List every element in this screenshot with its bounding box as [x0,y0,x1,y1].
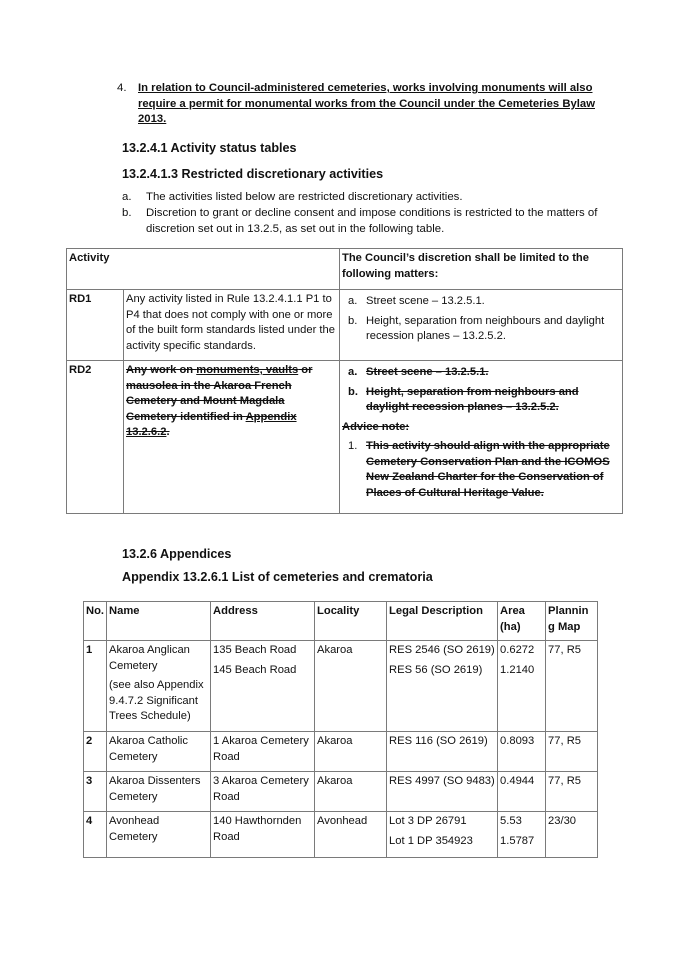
heading-restricted-discretionary: 13.2.4.1.3 Restricted discretionary activities [122,167,384,181]
matter-item [348,314,620,345]
intro-list-item-a [122,190,612,206]
table-row [84,772,598,812]
header-discretion: The Council’s discretion shall be limited to the following matters: [340,249,623,290]
cell-name [107,641,211,732]
activity-description-deleted [124,361,340,514]
restricted-discretionary-table [66,248,623,514]
cell-address: 140 Hawthornden Road [211,812,315,858]
rule-code: RD1 [67,290,124,361]
discretion-matters [340,290,623,361]
table-row [84,641,598,732]
header-locality: Locality [315,602,387,641]
list-marker: a. [122,191,132,203]
cell-map: 77, R5 [546,641,598,732]
table-row [84,812,598,858]
address-line: 145 Beach Road [213,663,297,676]
cell-no: 2 [84,732,107,772]
cell-locality: Akaroa [315,772,387,812]
cell-no: 3 [84,772,107,812]
matter-item [348,385,620,416]
advice-item [348,439,620,501]
header-activity: Activity [67,249,340,290]
deleted-text: Any work on [126,364,197,376]
cell-no: 4 [84,812,107,858]
activity-description: Any activity listed in Rule 13.2.4.1.1 P1 to P4 that does not comply with one or more of the built form standards listed under the activity specific standards. [124,290,340,361]
advice-text: This activity should align with the appropriate Cemetery Conservation Plan and the ICOMOS New Zealand Charter for the Conservation of Places of Cultural Heritage Value. [366,440,610,499]
header-address: Address [211,602,315,641]
advice-note-label: Advice note: [342,420,410,433]
cemetery-name-note: (see also Appendix 9.4.7.2 Significant Trees Schedule) [109,679,204,722]
cell-area: 0.4944 [498,772,546,812]
list-marker: a. [348,295,358,307]
discretion-matters-deleted [340,361,623,514]
matter-text: Height, separation from neighbours and daylight recession planes – 13.2.5.2. [366,385,579,413]
cell-address [211,641,315,732]
cell-legal: RES 116 (SO 2619) [387,732,498,772]
matter-text: Street scene – 13.2.5.1. [366,366,489,378]
legal-line: Lot 1 DP 354923 [389,834,473,847]
list-marker: b. [348,314,358,327]
cell-area: 0.8093 [498,732,546,772]
list-marker: 1. [348,440,358,452]
deleted-text: or mausolea in the Akaroa French Cemetery and Mount Magdala Cemetery identified in [126,364,313,423]
heading-activity-status: 13.2.4.1 Activity status tables [122,141,297,155]
cell-address: 1 Akaroa Cemetery Road [211,732,315,772]
header-legal-description: Legal Description [387,602,498,641]
cell-legal [387,641,498,732]
cemetery-name: Akaroa Anglican Cemetery [109,644,190,672]
deleted-underlined-text: Appendix 13.2.6.2 [126,410,297,438]
header-area: Area (ha) [498,602,546,641]
intro-list-item-b [122,206,612,237]
list-text: Discretion to grant or decline consent and impose conditions is restricted to the matters of discretion set out in 13.2.5, as set out in the following table. [146,207,598,235]
cell-locality: Avonhead [315,812,387,858]
legal-line: RES 56 (SO 2619) [389,663,483,676]
heading-appendix-13-2-6-1: Appendix 13.2.6.1 List of cemeteries and crematoria [122,570,433,584]
table-header-row [84,602,598,641]
list-text: The activities listed below are restricted discretionary activities. [146,191,463,203]
cell-map: 23/30 [546,812,598,858]
cell-map: 77, R5 [546,732,598,772]
list-marker: a. [348,366,358,378]
cemeteries-table [83,601,598,858]
deleted-underlined-text: monuments, vaults [196,364,299,376]
area-value: 1.2140 [500,663,535,676]
cell-legal [387,812,498,858]
table-row [84,732,598,772]
rule-code: RD2 [67,361,124,514]
rule-note-text: In relation to Council-administered cemeteries, works involving monuments will also require a permit for monumental works from the Council under the Cemeteries Bylaw 2013. [138,82,595,126]
list-marker: 4. [117,82,127,94]
area-value: 1.5787 [500,834,535,847]
address-line: 135 Beach Road [213,644,297,656]
table-row [67,290,623,361]
cell-name: Avonhead Cemetery [107,812,211,858]
matter-text: Height, separation from neighbours and daylight recession planes – 13.2.5.2. [366,314,605,342]
cell-name: Akaroa Catholic Cemetery [107,732,211,772]
table-row-deleted [67,361,623,514]
list-marker: b. [348,385,358,398]
header-name: Name [107,602,211,641]
cell-name: Akaroa Dissenters Cemetery [107,772,211,812]
header-planning-map: Plannin g Map [546,602,598,641]
legal-line: RES 2546 (SO 2619) [389,644,495,656]
cell-legal: RES 4997 (SO 9483) [387,772,498,812]
cell-locality: Akaroa [315,641,387,732]
rule-note-4 [117,81,597,128]
list-marker: b. [122,207,132,219]
heading-appendices: 13.2.6 Appendices [122,547,232,561]
area-value: 0.6272 [500,644,535,656]
legal-line: Lot 3 DP 26791 [389,815,467,827]
cell-address: 3 Akaroa Cemetery Road [211,772,315,812]
matter-item [348,365,620,381]
matter-text: Street scene – 13.2.5.1. [366,295,485,307]
cell-locality: Akaroa [315,732,387,772]
cell-area [498,641,546,732]
cell-no: 1 [84,641,107,732]
deleted-text: . [166,426,170,438]
cell-map: 77, R5 [546,772,598,812]
cell-area [498,812,546,858]
header-no: No. [84,602,107,641]
area-value: 5.53 [500,815,522,827]
matter-item [348,294,620,310]
table-header-row [67,249,623,290]
